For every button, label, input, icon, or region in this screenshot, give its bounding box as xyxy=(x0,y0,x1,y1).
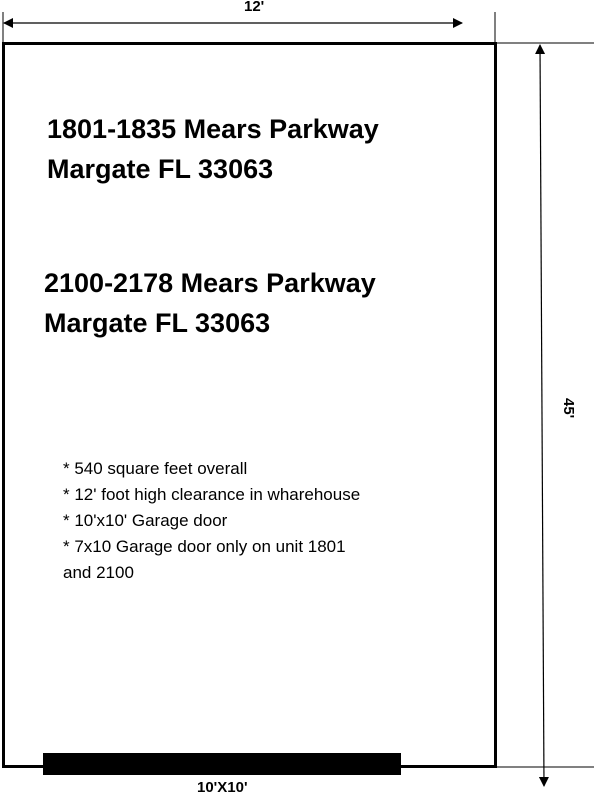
address-1-street: 1801-1835 Mears Parkway xyxy=(47,114,379,144)
address-block-2 xyxy=(44,263,376,343)
note-item: * 12' foot high clearance in wharehouse xyxy=(63,485,361,504)
address-1-city: Margate FL 33063 xyxy=(47,154,274,184)
door-dimension-label: 10'X10' xyxy=(197,779,248,796)
address-2-street: 2100-2178 Mears Parkway xyxy=(44,268,376,298)
note-item: * 7x10 Garage door only on unit 1801 xyxy=(63,537,346,556)
note-item: * 10'x10' Garage door xyxy=(63,511,228,530)
length-dimension-label: 45' xyxy=(560,398,577,419)
note-item: and 2100 xyxy=(63,563,134,582)
length-dimension-arrow xyxy=(540,45,544,786)
notes-list xyxy=(63,456,360,586)
garage-door xyxy=(43,753,401,775)
address-block-1 xyxy=(47,109,379,189)
width-dimension-label: 12' xyxy=(244,0,265,15)
address-2-city: Margate FL 33063 xyxy=(44,308,271,338)
note-item: * 540 square feet overall xyxy=(63,459,248,478)
